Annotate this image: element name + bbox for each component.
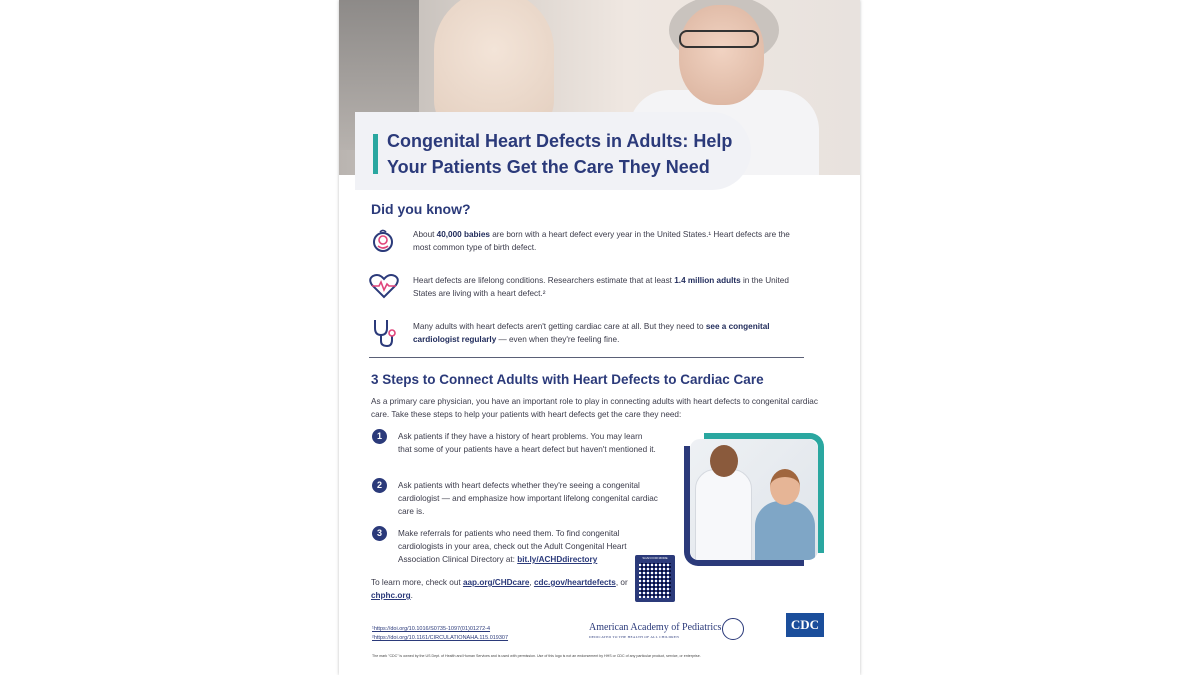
step-3-number: 3 [372, 526, 387, 541]
did-you-know-heading: Did you know? [371, 201, 471, 217]
aap-logo-text: American Academy of Pediatrics [589, 622, 722, 633]
aap-link[interactable]: aap.org/CHDcare [462, 578, 530, 587]
fact-2-text: Heart defects are lifelong conditions. Researchers estimate that at least 1.4 million adults in the United States are living with a heart defect.² [413, 276, 789, 298]
section-divider [369, 357, 804, 358]
step-2-number: 2 [372, 478, 387, 493]
baby-icon [372, 227, 394, 257]
cdc-logo: CDC [786, 613, 824, 637]
fact-1-text: About 40,000 babies are born with a heart defect every year in the United States.¹ Heart defects are the most common type of birth defect. [413, 230, 790, 252]
steps-intro: As a primary care physician, you have an important role to play in connecting adults with heart defects to congenital cardiac care. Take these steps to help your patients with heart defects get the care they need: [371, 397, 818, 419]
cdc-link[interactable]: cdc.gov/heartdefects [533, 578, 616, 587]
step-3-text: Make referrals for patients who need them. To find congenital cardiologists in your area, check out the Adult Congenital Heart Association Clinical Directory at: bit.ly/ACHDdirectory [398, 529, 627, 564]
doctor-figure [679, 5, 764, 105]
aap-tagline: DEDICATED TO THE HEALTH OF ALL CHILDREN [589, 635, 680, 639]
heartbeat-icon [369, 273, 399, 299]
chphc-link[interactable]: chphc.org [371, 591, 411, 600]
achd-directory-link[interactable]: bit.ly/ACHDdirectory [517, 555, 598, 564]
step-1-text: Ask patients if they have a history of heart problems. You may learn that some of your patients have a heart defect but haven't mentioned it. [398, 432, 656, 454]
footnote-2[interactable]: ²https://doi.org/10.1161/CIRCULATIONAHA.115.019307 [372, 635, 509, 641]
disclaimer: The mark "CDC" is owned by the US Dept. of Health and Human Services and is used with permission. Use of this logo is not an endorsement by HHS or CDC of any particular product, service, or enterprise. [372, 654, 701, 658]
learn-more-text: To learn more, check out aap.org/CHDcare, cdc.gov/heartdefects, or chphc.org. [371, 578, 628, 600]
title-accent-bar [373, 134, 378, 174]
title-banner [355, 112, 751, 190]
aap-seal-icon [722, 618, 744, 640]
page-title: Congenital Heart Defects in Adults: Help Your Patients Get the Care They Need [387, 131, 733, 177]
stethoscope-icon [372, 318, 396, 348]
fact-3-text: Many adults with heart defects aren't getting cardiac care at all. But they need to see a congenital cardiologist regularly — even when they're feeling fine. [413, 322, 770, 344]
step-2-text: Ask patients with heart defects whether they're seeing a congenital cardiologist — and emphasize how important lifelong congenital cardiac care is. [398, 481, 658, 516]
doctor-patient-photo [684, 433, 824, 566]
flyer-page [339, 0, 860, 675]
footnote-1[interactable]: ¹https://doi.org/10.1016/S0735-1097(01)01272-4 [372, 626, 491, 632]
steps-heading: 3 Steps to Connect Adults with Heart Defects to Cardiac Care [371, 372, 764, 387]
step-1-number: 1 [372, 429, 387, 444]
qr-code[interactable] [635, 555, 675, 602]
qr-label: SCAN FOR MORE [642, 556, 668, 560]
